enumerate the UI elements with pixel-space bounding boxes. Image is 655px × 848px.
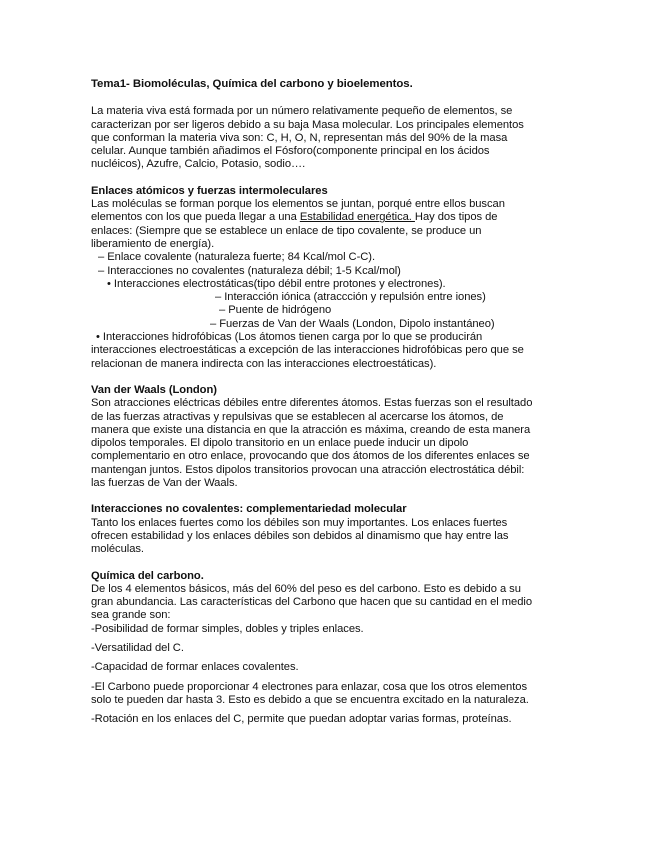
text-line: solo te pueden dar hasta 3. Esto es debido a que se encuentra excitado en la naturaleza. [91,693,529,706]
section-heading: Química del carbono. [91,569,204,582]
text-line: mantengan juntos. Estos dipolos transitorios provocan una atracción electrostática débil: [91,463,525,476]
list-item [91,681,571,708]
text-line: complementario en otro enlace, provocando que dos átomos de los diferentes enlaces se [91,450,530,463]
text-line: gran abundancia. Las características del Carbono que hacen que su cantidad en el medio [91,596,533,609]
text-line: de las fuerzas atractivas y repulsivas que se establecen al acercarse los átomos, de [91,410,504,423]
text-line: caracterizan por ser ligeros debido a su baja Masa molecular. Los principales elementos [91,118,524,131]
list-item: -Versatilidad del C. [91,641,184,654]
list-item: – Fuerzas de Van der Waals (London, Dipolo instantáneo) [210,317,495,330]
text-line: que conforman la materia viva son: C, H, O, N, representan más del 90% de la masa [91,131,508,144]
text-line: Las moléculas se forman porque los elementos se juntan, porqué entre ellos buscan [91,198,505,211]
text-line: liberamiento de energía). [91,237,215,250]
text-line: dipolos temporales. El dipolo transitorio en un enlace puede inducir un dipolo [91,437,469,450]
list-item: -Rotación en los enlaces del C, permite que puedan adoptar varias formas, proteínas. [91,713,512,726]
text-line: celular. Aunque también añadimos el Fósforo(componente principal en los ácidos [91,145,490,158]
list-item: -Capacidad de formar enlaces covalentes. [91,661,299,674]
list-item: – Interacciones no covalentes (naturaleza débil; 1-5 Kcal/mol) [98,264,401,277]
list-item: – Puente de hidrógeno [219,304,332,317]
text-line [91,211,571,224]
text-fragment: elementos con los que pueda llegar a una [91,211,300,224]
section-heading: Van der Waals (London) [91,383,217,396]
list-item: • Interacciones hidrofóbicas (Los átomos tienen carga por lo que se producirán [96,331,483,344]
text-line: manera que existe una distancia en que la atracción es máxima, creando de esta manera [91,423,531,436]
text-line: interacciones electroestáticas a excepción de las interacciones hidrofóbicas pero que se [91,344,524,357]
text-line: La materia viva está formada por un número relativamente pequeño de elementos, se [91,105,513,118]
list-item: – Enlace covalente (naturaleza fuerte; 84 Kcal/mol C-C). [98,251,376,264]
text-line: moléculas. [91,543,144,556]
text-line: -El Carbono puede proporcionar 4 electrones para enlazar, cosa que los otros elementos [91,680,528,693]
section-complementariedad [91,503,571,556]
list-item: • Interacciones electrostáticas(tipo débil entre protones y electrones). [107,277,446,290]
text-line: sea grande son: [91,609,171,622]
list-item: – Interacción iónica (atraccción y repulsión entre iones) [215,291,486,304]
document-page [91,78,571,726]
list-item: -Posibilidad de formar simples, dobles y triples enlaces. [91,622,364,635]
intro-paragraph [91,105,571,171]
underlined-term: Estabilidad energética. [299,211,415,224]
text-line: nucléicos), Azufre, Calcio, Potasio, sodio…. [91,158,306,171]
text-line: Son atracciones eléctricas débiles entre diferentes átomos. Estas fuerzas son el resultado [91,397,533,410]
text-fragment: Hay dos tipos de [414,211,498,224]
text-line: Tanto los enlaces fuertes como los débiles son muy importantes. Los enlaces fuertes [91,516,508,529]
text-line: De los 4 elementos básicos, más del 60% del peso es del carbono. Esto es debido a su [91,582,521,595]
section-heading: Interacciones no covalentes: complementariedad molecular [91,503,407,516]
section-quimica-carbono [91,570,571,727]
section-van-der-waals [91,384,571,490]
text-line: ofrecen estabilidad y los enlaces débiles son debidos al dinamismo que hay entre las [91,529,509,542]
section-enlaces [91,185,571,371]
text-line: relacionan de manera indirecta con las interacciones electroestáticas). [91,357,437,370]
text-line: las fuerzas de Van der Waals. [91,477,238,490]
document-title: Tema1- Biomoléculas, Química del carbono y bioelementos. [91,78,413,90]
section-heading: Enlaces atómicos y fuerzas intermoleculares [91,184,328,197]
text-line: enlaces: (Siempre que se establece un enlace de tipo covalente, se produce un [91,224,482,237]
